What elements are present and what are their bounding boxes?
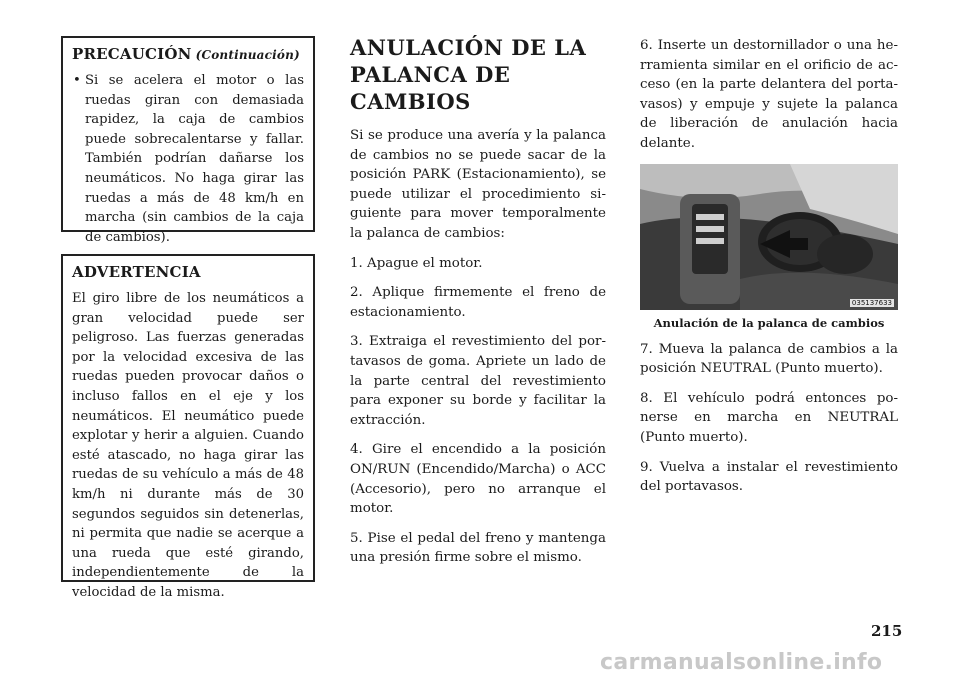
shifter-photo-illustration xyxy=(640,164,898,310)
left-column xyxy=(61,36,315,600)
middle-column xyxy=(350,36,606,578)
step-9: 9. Vuelva a instalar el revestimiento del portavasos. xyxy=(640,459,898,495)
page-number: 215 xyxy=(871,622,903,640)
caution-continued: (Continuación) xyxy=(195,48,300,62)
section-intro: Si se produce una avería y la palanca de cambios no se puede sacar de la posición PARK (Estacionamiento), se puede utilizar el procedimiento siguiente para mover temporalmente la palanca de cambios: xyxy=(350,128,606,241)
warning-box xyxy=(61,254,315,600)
section-heading: ANULACIÓN DE LA PALANCA DE CAMBIOS xyxy=(350,35,587,114)
step-3: 3. Extraiga el revestimiento del portavasos de goma. Apriete un lado de la parte central del revestimiento para exponer su borde y facilitar la extracción. xyxy=(350,334,606,428)
warning-title: ADVERTENCIA xyxy=(72,263,201,281)
step-2: 2. Aplique firmemente el freno de estacionamiento. xyxy=(350,285,606,320)
step-8: 8. El vehículo podrá entonces ponerse en marcha en NEUTRAL (Punto muerto). xyxy=(640,390,898,445)
right-column xyxy=(640,36,898,507)
caution-title xyxy=(72,44,304,65)
photo-code: 035137633 xyxy=(851,298,892,307)
caution-bullet: • Si se acelera el motor o las ruedas giran con demasiada rapidez, la caja de cambios puede sobrecalentarse y fallar. También podrían dañarse los neumáticos. No haga girar las ruedas a más de 48 km/h en marcha (sin cambios de la caja de cambios). xyxy=(72,71,304,247)
warning-text: El giro libre de los neumáticos a gran velocidad puede ser peligroso. Las fuerzas generadas por la velocidad excesiva de las ruedas pueden provocar daños o incluso fallos en el eje y los neumáticos. El neumático puede explotar y herir a alguien. Cuando esté atascado, no haga girar las ruedas de su vehículo a más de 48 km/h ni durante más de 30 segundos seguidos sin detenerlas, ni permita que nadie se acerque a una rueda que esté girando, independientemente de la velocidad de la misma. xyxy=(72,291,304,600)
watermark: carmanualsonline.info xyxy=(600,650,883,675)
step-5: 5. Pise el pedal del freno y mantenga una presión firme sobre el mismo. xyxy=(350,530,606,566)
step-6: 6. Inserte un destornillador o una herramienta similar en el orificio de acceso (en la parte delantera del portavasos) y empuje y sujete la palanca de liberación de anulación hacia delante. xyxy=(640,38,898,151)
shifter-override-photo xyxy=(640,164,898,310)
caution-title-text: PRECAUCIÓN xyxy=(72,45,192,63)
caution-box xyxy=(61,36,315,245)
step-4: 4. Gire el encendido a la posición ON/RUN (Encendido/Marcha) o ACC (Accesorio), pero no arranque el motor. xyxy=(350,442,606,517)
step-7: 7. Mueva la palanca de cambios a la posición NEUTRAL (Punto muerto). xyxy=(640,341,898,377)
step-1: 1. Apague el motor. xyxy=(350,255,483,271)
photo-caption: Anulación de la palanca de cambios xyxy=(653,315,885,330)
